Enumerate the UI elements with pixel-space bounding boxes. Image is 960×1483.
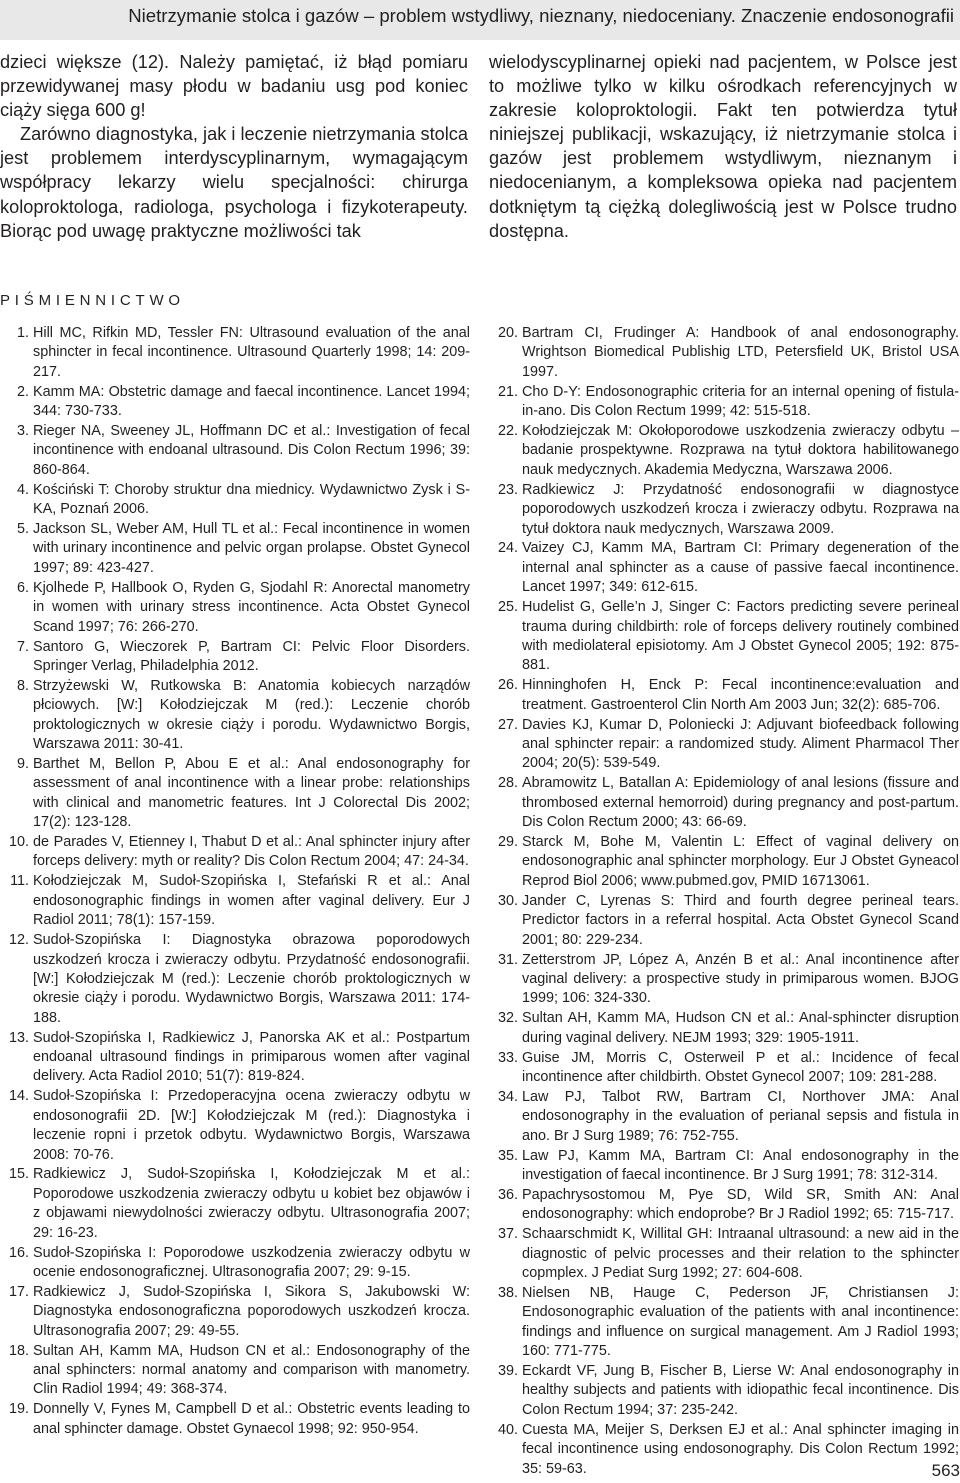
reference-text: Schaarschmidt K, Willital GH: Intraanal ultrasound: a new aid in the diagnostic of pelvic processes and their relation to the sphincter copmplex. J Pediat Surg 1992; 27: 604-608. — [522, 1226, 959, 1281]
reference-number: 3. — [16, 423, 29, 440]
reference-item — [0, 1342, 470, 1400]
reference-text: Sudoł-Szopińska I: Przedoperacyjna ocena zwieraczy odbytu w endosonografii 2D. [W:] Kołodziejczak M (red.): Diagnostyka i leczenie ropni i przetok odbytu. Wydawnictwo Borgis, Warszawa 2008: 70-76. — [33, 1088, 470, 1163]
references-heading: PIŚMIENNICTWO — [0, 292, 185, 309]
reference-text: Guise JM, Morris C, Osterweil P et al.: Incidence of fecal incontinence after childbirth. Obstet Gynecol 2007; 109: 281-288. — [522, 1049, 959, 1085]
reference-item — [489, 383, 959, 422]
reference-number: 35. — [497, 1147, 518, 1164]
reference-text: Jackson SL, Weber AM, Hull TL et al.: Fecal incontinence in women with urinary incontinence and pelvic organ prolapse. Obstet Gynecol 1997; 89: 423-427. — [33, 521, 470, 576]
reference-text: Kamm MA: Obstetric damage and faecal incontinence. Lancet 1994; 344: 730-733. — [33, 383, 470, 420]
running-title: Nietrzymanie stolca i gazów – problem wstydliwy, nieznany, niedoceniany. Znaczenie endosonografii — [128, 5, 954, 26]
reference-item — [489, 833, 959, 891]
reference-item — [489, 539, 959, 597]
reference-number: 8. — [16, 677, 29, 694]
reference-item — [489, 1284, 959, 1362]
reference-number: 4. — [16, 481, 29, 498]
reference-item — [0, 1400, 470, 1439]
reference-item — [0, 638, 470, 677]
reference-number: 13. — [8, 1029, 29, 1046]
reference-item — [489, 598, 959, 676]
reference-item — [0, 833, 470, 872]
reference-number: 34. — [497, 1088, 518, 1105]
reference-item — [489, 716, 959, 774]
reference-text: Kościński T: Choroby struktur dna miednicy. Wydawnictwo Zysk i S-KA, Poznań 2006. — [33, 481, 470, 518]
reference-item — [489, 481, 959, 539]
reference-text: Sultan AH, Kamm MA, Hudson CN et al.: Anal-sphincter disruption during vaginal delivery. NEJM 1993; 329: 1905-1911. — [522, 1010, 959, 1046]
reference-text: Sudoł-Szopińska I: Diagnostyka obrazowa poporodowych uszkodzeń krocza i zwieraczy odbytu. Przydatność endosonografii. [W:] Kołodziejczak M (red.): Leczenie chorób proktologicznych w okresie ciąży i porodu. Wydawnictwo Borgis, Warszawa 2011: 174-188. — [33, 932, 470, 1026]
reference-item — [0, 579, 470, 637]
reference-text: Barthet M, Bellon P, Abou E et al.: Anal endosonography for assessment of anal incontinence with a linear probe: relationships with clinical and manometric features. Int J Colorectal Dis 2002; 17(2): 123-128. — [33, 755, 470, 831]
reference-text: Santoro G, Wieczorek P, Bartram CI: Pelvic Floor Disorders. Springer Verlag, Philadelphia 2012. — [33, 638, 470, 674]
reference-item — [0, 1244, 470, 1283]
reference-number: 11. — [10, 873, 29, 890]
reference-number: 7. — [16, 638, 29, 655]
reference-text: Nielsen NB, Hauge C, Pederson JF, Christiansen J: Endosonographic evaluation of the patients with anal incontinence: findings and influence on surgical management. Am J Radiol 1993; 160: 771-775. — [522, 1284, 959, 1360]
reference-number: 17. — [8, 1283, 29, 1300]
reference-text: Vaizey CJ, Kamm MA, Bartram CI: Primary degeneration of the internal anal sphincter as a cause of passive faecal incontinence. Lancet 1997; 349: 612-615. — [522, 540, 959, 596]
reference-item — [0, 1029, 470, 1087]
reference-item — [0, 520, 470, 578]
reference-number: 12. — [8, 932, 29, 949]
reference-item — [0, 1165, 470, 1243]
reference-number: 32. — [497, 1010, 518, 1027]
body-column-right — [489, 50, 957, 243]
reference-text: Starck M, Bohe M, Valentin L: Effect of vaginal delivery on endosonographic anal sphincter morphology. Eur J Obstet Gyneacol Reprod Biol 2006; www.pubmed.gov, PMID 16713061. — [522, 834, 959, 889]
reference-number: 28. — [497, 775, 518, 792]
reference-number: 40. — [497, 1421, 518, 1438]
reference-text: Zetterstrom JP, López A, Anzén B et al.: Anal incontinence after vaginal delivery: a prospective study in primiparous women. BJOG 1999; 106: 324-330. — [522, 951, 959, 1007]
reference-number: 39. — [497, 1363, 518, 1380]
reference-number: 14. — [8, 1088, 29, 1105]
reference-number: 30. — [497, 892, 518, 909]
reference-text: Bartram CI, Frudinger A: Handbook of anal endosonography. Wrightson Biomedical Publishig LTD, Petersfield UK, Bristol USA 1997. — [522, 325, 959, 380]
running-header — [0, 0, 960, 40]
reference-text: Abramowitz L, Batallan A: Epidemiology of anal lesions (fissure and thrombosed external hemorroid) during pregnancy and post-partum. Dis Colon Rectum 2000; 43: 66-69. — [522, 775, 959, 831]
reference-number: 26. — [497, 677, 518, 694]
reference-text: Papachrysostomou M, Pye SD, Wild SR, Smith AN: Anal endosonography: which endoprobe? Br J Radiol 1992; 65: 715-717. — [522, 1186, 959, 1223]
reference-number: 18. — [8, 1342, 29, 1359]
reference-text: Hinninghofen H, Enck P: Fecal incontinence:evaluation and treatment. Gastroenterol Clin North Am 2003 Jun; 32(2): 685-706. — [522, 677, 959, 713]
page-number: 563 — [931, 1461, 960, 1480]
reference-item — [0, 872, 470, 930]
reference-number: 33. — [497, 1049, 518, 1066]
reference-item — [489, 1009, 959, 1048]
reference-number: 5. — [16, 521, 29, 538]
reference-item — [0, 931, 470, 1028]
reference-number: 22. — [497, 423, 518, 440]
reference-item — [0, 481, 470, 520]
reference-number: 1. — [16, 325, 29, 341]
reference-text: Cho D-Y: Endosonographic criteria for an internal opening of fistula-in-ano. Dis Colon Rectum 1999; 42: 515-518. — [522, 383, 959, 420]
reference-item — [489, 774, 959, 832]
reference-number: 24. — [497, 540, 518, 557]
reference-text: Radkiewicz J, Sudoł-Szopińska I, Sikora S, Jakubowski W: Diagnostyka endosonograficzna poporodowych uszkodzeń krocza. Ultrasonografia 2007; 29: 49-55. — [33, 1283, 470, 1339]
reference-text: Davies KJ, Kumar D, Poloniecki J: Adjuvant biofeedback following anal sphincter repair: a randomized study. Aliment Pharmacol Ther 2004; 20(5): 539-549. — [522, 716, 959, 772]
body-paragraph: dzieci większe (12). Należy pamiętać, iż błąd pomiaru przewidywanej masy płodu w badaniu usg pod koniec ciąży sięga 600 g! — [0, 52, 468, 121]
reference-text: Cuesta MA, Meijer S, Derksen EJ et al.: Anal sphincter imaging in fecal incontinence using endosonography. Dis Colon Rectum 1992; 35: 59-63. — [522, 1421, 959, 1477]
reference-number: 27. — [497, 716, 518, 733]
reference-item — [0, 324, 470, 382]
reference-text: Strzyżewski W, Rutkowska B: Anatomia kobiecych narządów płciowych. [W:] Kołodziejczak M (red.): Leczenie chorób proktologicznych w okresie ciąży i porodu. Wydawnictwo Borgis, Warszawa 2011: 30-41. — [33, 677, 470, 753]
reference-text: Kołodziejczak M, Sudoł-Szopińska I, Stefański R et al.: Anal endosonographic findings in women after vaginal delivery. Eur J Radiol 2011; 78(1): 157-159. — [33, 873, 470, 929]
reference-item — [489, 951, 959, 1009]
reference-text: Kjolhede P, Hallbook O, Ryden G, Sjodahl R: Anorectal manometry in women with urinary stress incontinence. Acta Obstet Gynecol Scand 1997; 76: 266-270. — [33, 579, 470, 635]
reference-text: Law PJ, Talbot RW, Bartram CI, Northover JMA: Anal endosonography in the evaluation of perianal sepsis and fistula in ano. Br J Surg 1989; 76: 752-755. — [522, 1088, 959, 1144]
reference-text: Hill MC, Rifkin MD, Tessler FN: Ultrasound evaluation of the anal sphincter in fecal incontinence. Ultrasound Quarterly 1998; 14: 209-217. — [33, 325, 470, 380]
body-column-left — [0, 50, 468, 243]
reference-number: 10. — [8, 834, 29, 851]
reference-number: 25. — [497, 599, 518, 616]
reference-number: 29. — [497, 834, 518, 851]
reference-text: de Parades V, Etienney I, Thabut D et al.: Anal sphincter injury after forceps delivery: myth or reality? Dis Colon Rectum 2004; 47: 24-34. — [33, 834, 470, 870]
reference-text: Donnelly V, Fynes M, Campbell D et al.: Obstetric events leading to anal sphincter damage. Obstet Gynaecol 1998; 92: 950-954. — [33, 1401, 470, 1437]
reference-item — [0, 1087, 470, 1165]
reference-number: 16. — [8, 1244, 29, 1261]
reference-text: Kołodziejczak M: Okołoporodowe uszkodzenia zwieraczy odbytu – badanie prospektywne. Rozprawa na tytuł doktora habilitowanego nauk medycznych. Akademia Medyczna, Warszawa 2006. — [522, 423, 959, 478]
reference-text: Radkiewicz J: Przydatność endosonografii w diagnostyce poporodowych uszkodzeń krocza i zwieraczy odbytu. Rozprawa na tytuł doktora nauk medycznych, Warszawa 2009. — [522, 481, 959, 537]
reference-number: 23. — [497, 481, 518, 498]
reference-number: 31. — [497, 951, 518, 968]
reference-item — [0, 422, 470, 480]
reference-item — [0, 755, 470, 833]
reference-item — [489, 1362, 959, 1420]
reference-item — [0, 677, 470, 755]
reference-number: 37. — [497, 1226, 518, 1243]
reference-item — [489, 1049, 959, 1088]
reference-item — [0, 383, 470, 422]
references-list-left — [0, 324, 470, 1440]
reference-item — [489, 1147, 959, 1186]
reference-text: Law PJ, Kamm MA, Bartram CI: Anal endosonography in the investigation of faecal incontinence. Br J Surg 1991; 78: 312-314. — [522, 1147, 959, 1183]
reference-number: 2. — [16, 383, 29, 400]
reference-text: Rieger NA, Sweeney JL, Hoffmann DC et al.: Investigation of fecal incontinence with endoanal ultrasound. Dis Colon Rectum 1996; 39: 860-864. — [33, 423, 470, 478]
reference-number: 38. — [497, 1284, 518, 1301]
reference-text: Sudoł-Szopińska I: Poporodowe uszkodzenia zwieraczy odbytu w ocenie endosonograficznej. Ultrasonografia 2007; 29: 9-15. — [33, 1244, 470, 1280]
reference-number: 15. — [8, 1166, 29, 1183]
reference-number: 19. — [8, 1401, 29, 1418]
reference-text: Sudoł-Szopińska I, Radkiewicz J, Panorska AK et al.: Postpartum endoanal ultrasound findings in primiparous women after vaginal delivery. Acta Radiol 2010; 51(7): 819-824. — [33, 1029, 470, 1085]
reference-number: 20. — [497, 325, 518, 341]
reference-text: Sultan AH, Kamm MA, Hudson CN et al.: Endosonography of the anal sphincters: normal anatomy and comparison with manometry. Clin Radiol 1994; 49: 368-374. — [33, 1342, 470, 1398]
reference-number: 36. — [497, 1186, 518, 1203]
reference-text: Hudelist G, Gelle’n J, Singer C: Factors predicting severe perineal trauma during childbirth: role of forceps delivery routinely combined with mediolateral episiotomy. Am J Obstet Gynecol 2005; 192: 875-881. — [522, 599, 959, 674]
reference-item — [489, 676, 959, 715]
body-paragraph: wielodyscyplinarnej opieki nad pacjentem, w Polsce jest to możliwe tylko w kilku ośrodkach referencyjnych w zakresie koloproktologii. Fakt ten potwierdza tytuł niniejszej publikacji, wskazujący, iż nietrzymanie stolca i gazów jest problemem wstydliwym, nieznanym i niedocenianym, a kompleksowa opieka nad pacjentem dotkniętym tą ciężką dolegliwością jest w Polsce trudno dostępna. — [489, 52, 957, 241]
reference-text: Radkiewicz J, Sudoł-Szopińska I, Kołodziejczak M et al.: Poporodowe uszkodzenia zwieraczy odbytu u kobiet bez objawów i z objawami niewydolności zwieraczy odbytu. Ultrasonografia 2007; 29: 16-23. — [33, 1166, 470, 1241]
references-list-right — [489, 324, 959, 1479]
reference-item — [0, 1283, 470, 1341]
reference-text: Eckardt VF, Jung B, Fischer B, Lierse W: Anal endosonography in healthy subjects and patients with idiopathic fecal incontinence. Dis Colon Rectum 1994; 37: 235-242. — [522, 1363, 959, 1418]
reference-item — [489, 1186, 959, 1225]
body-paragraph: Zarówno diagnostyka, jak i leczenie nietrzymania stolca jest problemem interdyscyplinarnym, wymagającym współpracy lekarzy wielu specjalności: chirurga koloproktologa, radiologa, psychologa i fizykoterapeuty. Biorąc pod uwagę praktyczne możliwości tak — [0, 124, 468, 241]
reference-item — [489, 1225, 959, 1283]
reference-number: 9. — [16, 755, 29, 772]
reference-number: 6. — [16, 579, 29, 596]
reference-item — [489, 892, 959, 950]
reference-item — [489, 324, 959, 382]
reference-text: Jander C, Lyrenas S: Third and fourth degree perineal tears. Predictor factors in a referral hospital. Acta Obstet Gynecol Scand 2001; 80: 229-234. — [522, 892, 959, 948]
reference-item — [489, 422, 959, 480]
reference-item — [489, 1421, 959, 1479]
reference-number: 21. — [497, 383, 518, 400]
reference-item — [489, 1088, 959, 1146]
